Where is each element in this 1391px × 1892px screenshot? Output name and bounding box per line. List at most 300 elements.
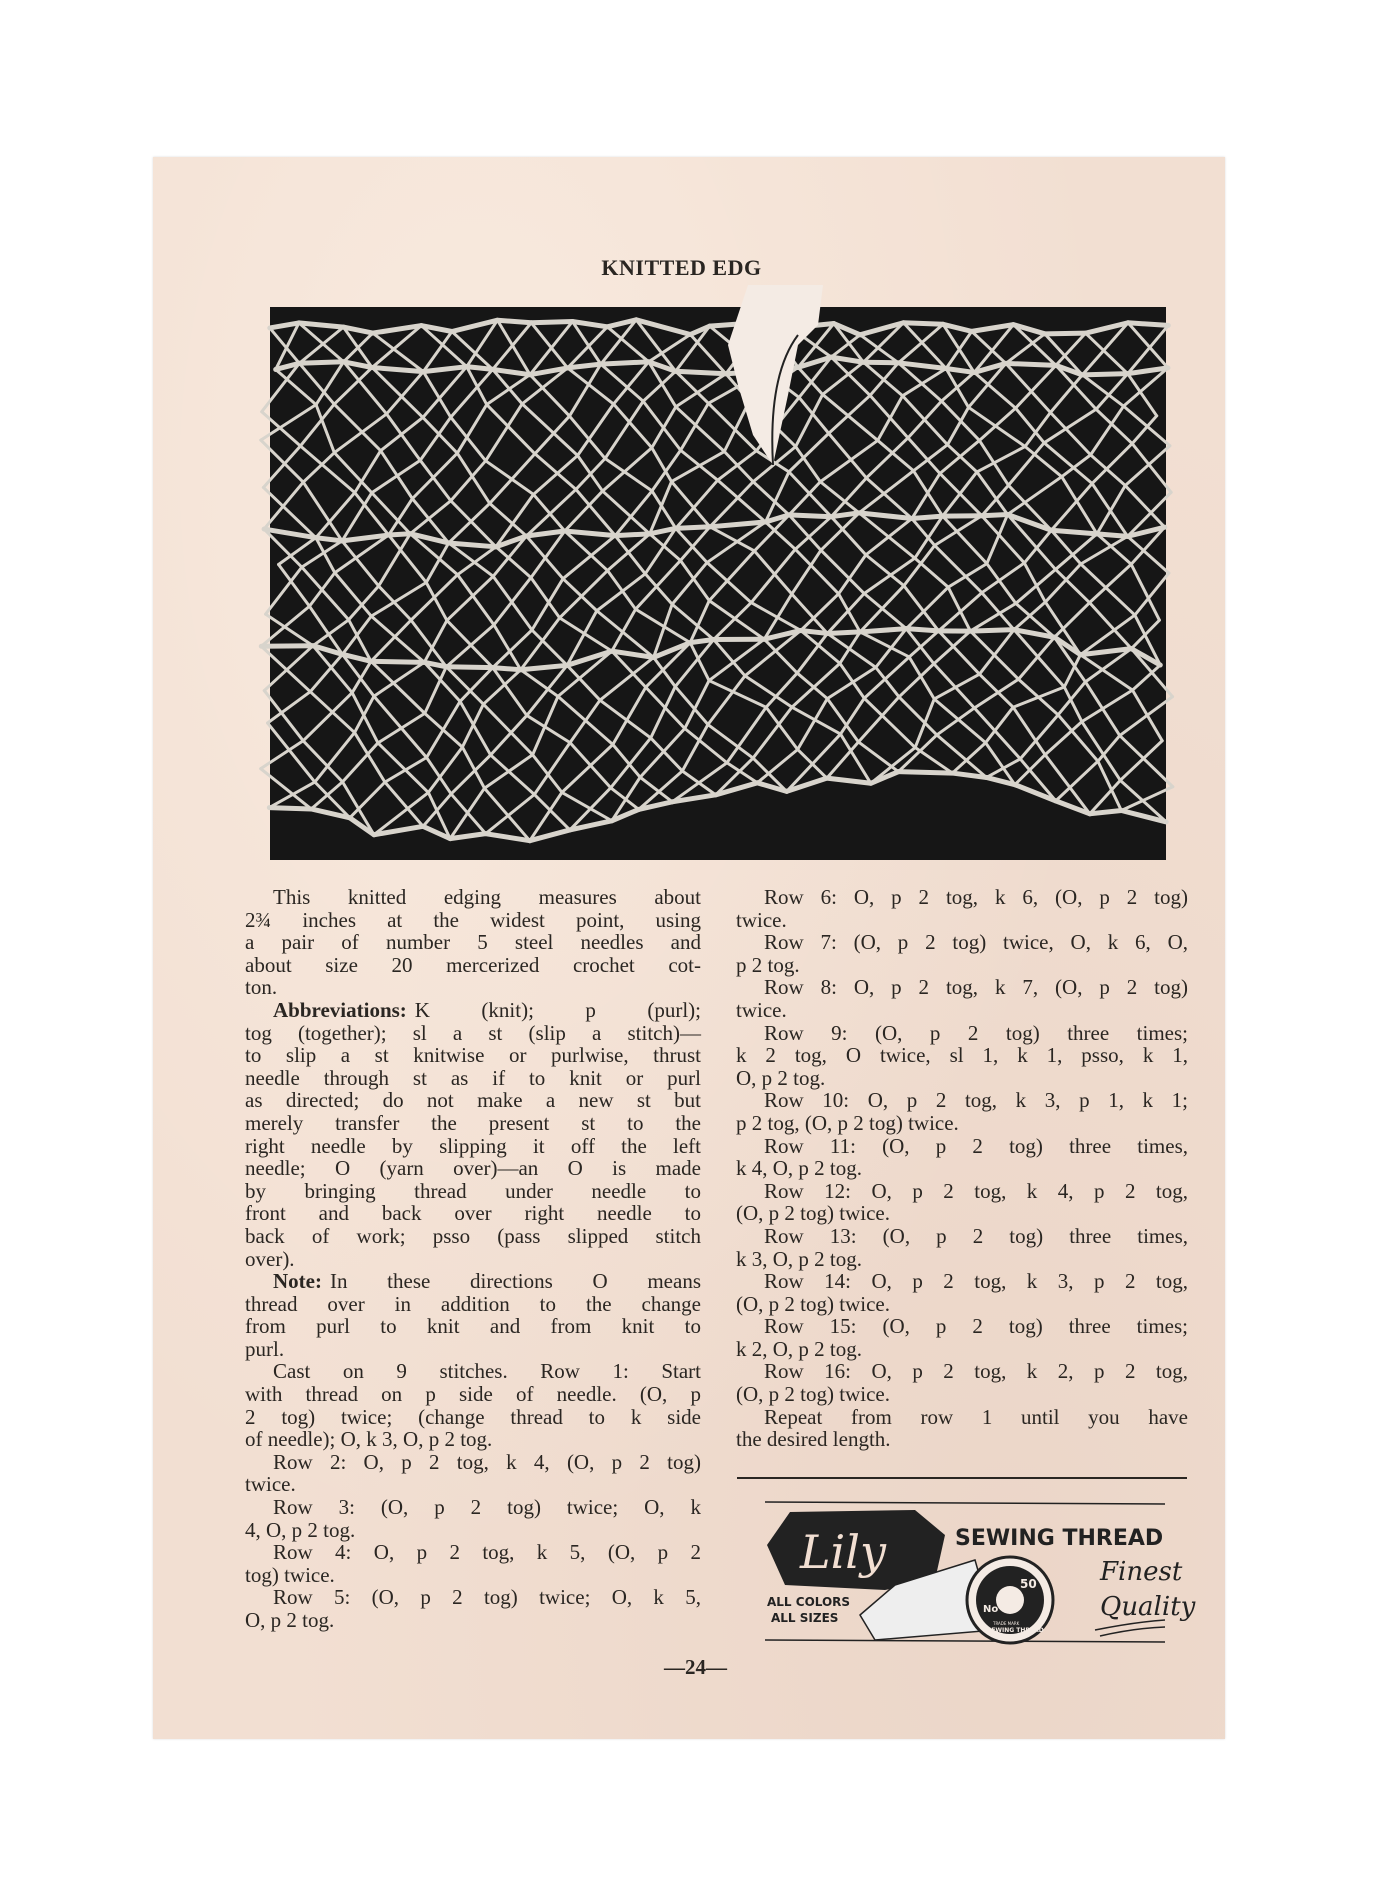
line-text: k 3, O, p 2 tog. — [736, 1246, 862, 1271]
text-line — [245, 1112, 701, 1135]
thread-strand — [876, 667, 899, 697]
text-line — [245, 1180, 701, 1203]
thread-strand — [970, 630, 1014, 631]
thread-strand — [858, 697, 899, 742]
thread-strand — [497, 320, 531, 323]
line-text: Row 10: O, p 2 tog, k 3, p 1, k 1; — [764, 1088, 1188, 1113]
thread-strand — [1120, 697, 1173, 736]
thread-strand — [1121, 787, 1172, 811]
line-text: back of work; psso (pass slipped stitch — [245, 1223, 701, 1248]
thread-strand — [1013, 687, 1064, 707]
thread-strand — [870, 395, 908, 437]
text-line — [245, 1067, 701, 1090]
thread-strand — [878, 396, 903, 441]
instructions-left-column — [245, 886, 701, 1632]
thread-strand — [841, 698, 865, 734]
thread-strand — [952, 743, 985, 773]
thread-strand — [987, 564, 1016, 604]
text-line — [245, 886, 701, 909]
thread-strand — [1097, 534, 1128, 537]
thread-strand — [1131, 620, 1159, 649]
text-line — [736, 886, 1188, 909]
thread-strand — [792, 707, 841, 734]
thread-strand — [601, 362, 649, 364]
text-line — [245, 1406, 701, 1429]
line-text: ton. — [245, 975, 278, 1000]
paragraph — [245, 1451, 701, 1496]
thread-strand — [903, 323, 946, 369]
thread-strand — [1128, 323, 1168, 326]
thread-strand — [1006, 363, 1056, 365]
thread-strand — [709, 551, 754, 601]
text-line — [245, 976, 701, 999]
thread-strand — [840, 632, 860, 663]
thread-strand — [563, 579, 597, 611]
thread-strand — [534, 743, 570, 795]
thread-strand — [982, 593, 1014, 630]
line-text: tog (together); sl a st (slip a stitch)— — [245, 1020, 701, 1045]
line-text: front and back over right needle to — [245, 1201, 701, 1226]
thread-strand — [672, 563, 707, 605]
thread-strand — [860, 629, 906, 632]
thread-strand — [943, 472, 977, 516]
text-line — [245, 1609, 701, 1632]
line-text: thread over in addition to the change — [245, 1291, 701, 1316]
thread-strand — [672, 452, 725, 482]
text-line — [245, 1383, 701, 1406]
line-text: O, p 2 tog. — [736, 1065, 826, 1090]
thread-strand — [534, 456, 578, 495]
thread-strand — [560, 571, 608, 618]
thread-strand — [676, 480, 718, 528]
thread-strand — [615, 534, 649, 536]
thread-strand — [316, 538, 342, 541]
line-text: with thread on p side of needle. (O, p — [245, 1382, 701, 1407]
thread-strand — [531, 322, 572, 323]
thread-strand — [1082, 374, 1127, 375]
thread-strand — [948, 445, 977, 472]
thread-strand — [827, 633, 875, 667]
thread-strand — [605, 459, 652, 491]
text-line — [736, 1089, 1188, 1112]
thread-strand — [613, 744, 640, 777]
text-line — [736, 931, 1188, 954]
thread-strand — [486, 404, 522, 461]
thread-strand — [987, 759, 1021, 778]
thread-strand — [789, 515, 831, 517]
line-text: to slip a st knitwise or purlwise, thrust — [245, 1043, 701, 1068]
thread-strand — [460, 701, 491, 755]
thread-strand — [313, 620, 349, 646]
thread-strand — [1090, 811, 1122, 814]
thread-strand — [863, 362, 898, 363]
thread-strand — [878, 440, 914, 470]
paragraph — [736, 1360, 1188, 1405]
thread-strand — [521, 618, 560, 670]
line-text: O, p 2 tog. — [245, 1608, 335, 1632]
thread-strand — [531, 531, 565, 578]
text-line — [245, 1496, 701, 1519]
thread-strand — [562, 744, 613, 792]
paragraph — [736, 1022, 1188, 1090]
thread-strand — [974, 708, 1020, 759]
paragraph — [736, 1180, 1188, 1225]
text-line — [736, 1383, 1188, 1406]
thread-strand — [449, 503, 490, 543]
line-text: needle; O (yarn over)—an O is made — [245, 1156, 701, 1181]
text-line — [245, 931, 701, 954]
line-text: 2 tog) twice; (change thread to k side — [245, 1404, 701, 1429]
thread-strand — [690, 640, 713, 643]
thread-strand — [839, 555, 866, 594]
line-text: Row 13: (O, p 2 tog) three times, — [764, 1223, 1188, 1248]
paragraph — [736, 1225, 1188, 1270]
paragraph — [736, 1270, 1188, 1315]
thread-strand — [1056, 534, 1097, 570]
text-line — [245, 1519, 701, 1542]
line-text: Row 16: O, p 2 tog, k 2, p 2 tog, — [764, 1359, 1188, 1384]
thread-strand — [1020, 715, 1058, 759]
text-line — [736, 909, 1188, 932]
thread-strand — [268, 692, 311, 723]
torn-corner — [728, 285, 838, 485]
text-line — [245, 1360, 701, 1383]
text-line — [736, 1044, 1188, 1067]
text-line — [736, 999, 1188, 1022]
thread-strand — [372, 460, 420, 492]
ad-slogan-finest: Finest — [1100, 1557, 1183, 1587]
thread-strand — [1090, 564, 1132, 602]
thread-strand — [797, 673, 827, 699]
text-line — [736, 1022, 1188, 1045]
thread-strand — [458, 547, 496, 575]
line-text: of needle); O, k 3, O, p 2 tog. — [245, 1427, 493, 1452]
thread-strand — [1054, 603, 1089, 638]
thread-strand — [840, 663, 864, 698]
thread-strand — [948, 564, 987, 588]
thread-strand — [423, 367, 466, 372]
text-line — [736, 1202, 1188, 1225]
thread-strand — [572, 322, 607, 327]
thread-strand — [565, 531, 608, 571]
text-line — [245, 1428, 701, 1451]
thread-strand — [909, 657, 934, 699]
text-line — [736, 1360, 1188, 1383]
line-text: Row 3: (O, p 2 tog) twice; O, k — [273, 1495, 701, 1520]
thread-strand — [899, 697, 937, 735]
thread-strand — [490, 454, 535, 504]
line-text: twice. — [736, 907, 787, 932]
thread-strand — [493, 323, 532, 370]
thread-strand — [420, 417, 451, 460]
text-line — [245, 1451, 701, 1474]
thread-strand — [531, 578, 560, 618]
thread-strand — [613, 687, 646, 744]
line-text: twice. — [736, 997, 787, 1022]
text-line — [245, 1541, 701, 1564]
thread-strand — [1120, 736, 1173, 787]
line-text: Row 2: O, p 2 tog, k 4, (O, p 2 tog) — [273, 1449, 701, 1474]
text-line — [245, 1564, 701, 1587]
paragraph-label: Note: — [273, 1269, 322, 1294]
thread-strand — [751, 603, 801, 631]
line-text: the desired length. — [736, 1427, 891, 1452]
thread-strand — [710, 527, 755, 551]
thread-strand — [299, 323, 344, 327]
thread-strand — [565, 531, 616, 536]
thread-strand — [912, 473, 940, 518]
thread-strand — [374, 662, 424, 696]
thread-strand — [681, 403, 709, 450]
thread-strand — [751, 549, 795, 602]
thread-strand — [264, 691, 303, 741]
thread-strand — [948, 587, 970, 631]
line-text: In these directions O means — [329, 1269, 701, 1294]
line-text: Row 9: (O, p 2 tog) three times; — [764, 1020, 1188, 1045]
thread-strand — [316, 405, 334, 453]
text-line — [245, 1473, 701, 1496]
thread-strand — [268, 723, 315, 782]
thread-strand — [299, 362, 343, 363]
line-text: Row 6: O, p 2 tog, k 6, (O, p 2 tog) — [764, 885, 1188, 909]
thread-strand — [303, 453, 334, 483]
thread-strand — [486, 794, 535, 833]
thread-strand — [1051, 530, 1097, 534]
thread-strand — [972, 331, 1006, 363]
line-text: k 2, O, p 2 tog. — [736, 1336, 862, 1361]
paragraph — [736, 931, 1188, 976]
thread-strand — [943, 516, 987, 564]
text-line — [736, 1067, 1188, 1090]
thread-strand — [1045, 333, 1086, 334]
line-text: Row 4: O, p 2 tog, k 5, (O, p 2 — [273, 1540, 701, 1565]
thread-strand — [467, 367, 493, 370]
line-text: a pair of number 5 steel needles and — [245, 930, 701, 955]
thread-strand — [982, 515, 1008, 516]
text-line — [736, 1112, 1188, 1135]
thread-strand — [600, 657, 654, 700]
thread-strand — [942, 372, 975, 401]
paragraph-label: Abbreviations: — [273, 997, 407, 1022]
text-line — [736, 1270, 1188, 1293]
text-line — [736, 1248, 1188, 1271]
thread-strand — [302, 567, 349, 620]
thread-strand — [898, 772, 952, 773]
thread-strand — [1018, 637, 1054, 679]
line-text: (O, p 2 tog) twice. — [736, 1201, 890, 1226]
thread-strand — [906, 629, 938, 631]
thread-strand — [600, 700, 651, 738]
thread-strand — [934, 664, 975, 708]
thread-strand — [491, 715, 527, 755]
thread-strand — [491, 755, 535, 794]
thread-strand — [450, 788, 484, 838]
text-line — [245, 1248, 701, 1271]
thread-strand — [939, 593, 982, 631]
text-line — [245, 1135, 701, 1158]
paragraph — [245, 1360, 701, 1450]
thread-strand — [1062, 455, 1091, 477]
ad-headline: SEWING THREAD — [955, 1526, 1164, 1551]
ad-tagline-sizes: ALL SIZES — [771, 1611, 839, 1625]
thread-strand — [378, 713, 425, 743]
thread-strand — [270, 323, 299, 328]
thread-strand — [676, 527, 710, 529]
text-line — [245, 1586, 701, 1609]
thread-strand — [827, 742, 859, 778]
paragraph — [245, 999, 701, 1270]
thread-strand — [334, 404, 380, 451]
line-text: Repeat from row 1 until you have — [764, 1404, 1188, 1429]
thread-strand — [486, 461, 534, 495]
paragraph — [736, 976, 1188, 1021]
thread-strand — [946, 369, 974, 373]
paragraph — [736, 1135, 1188, 1180]
thread-strand — [1054, 637, 1080, 654]
text-line — [736, 954, 1188, 977]
thread-strand — [450, 834, 485, 839]
lily-thread-advertisement — [765, 1490, 1196, 1645]
paragraph — [245, 1586, 701, 1631]
paragraph — [736, 1406, 1188, 1451]
line-text: p 2 tog. — [736, 952, 800, 977]
thread-strand — [827, 778, 871, 783]
thread-strand — [1045, 564, 1080, 602]
line-text: merely transfer the present st to the — [245, 1110, 701, 1135]
text-line — [736, 1225, 1188, 1248]
thread-strand — [387, 414, 421, 460]
spool-label: SEWING THREAD — [987, 1627, 1044, 1634]
thread-strand — [427, 701, 460, 757]
thread-strand — [381, 417, 423, 450]
thread-strand — [903, 323, 943, 325]
text-line — [736, 1428, 1188, 1451]
ad-slogan-quality: Quality — [1100, 1592, 1196, 1622]
thread-strand — [487, 375, 530, 405]
line-text: from purl to knit and from knit to — [245, 1314, 701, 1339]
text-line — [736, 1157, 1188, 1180]
line-text: Row 12: O, p 2 tog, k 4, p 2 tog, — [764, 1178, 1188, 1203]
paragraph — [245, 1541, 701, 1586]
thread-strand — [754, 551, 791, 594]
text-line — [736, 1180, 1188, 1203]
thread-strand — [531, 323, 567, 368]
thread-strand — [527, 665, 567, 715]
thread-strand — [261, 646, 313, 647]
thread-strand — [300, 446, 354, 493]
thread-strand — [535, 454, 576, 490]
thread-strand — [269, 808, 311, 809]
line-text: twice. — [245, 1472, 296, 1497]
thread-strand — [645, 574, 672, 604]
paragraph — [245, 886, 701, 999]
divider-rule — [737, 1477, 1187, 1479]
thread-strand — [1120, 741, 1162, 781]
line-text: (O, p 2 tog) twice. — [736, 1382, 890, 1407]
thread-strand — [937, 708, 975, 735]
thread-strand — [680, 527, 709, 561]
thread-strand — [411, 575, 458, 620]
thread-strand — [387, 372, 424, 414]
spool-trademark: TRADE MARK — [993, 1621, 1020, 1626]
thread-strand — [1008, 477, 1062, 515]
thread-strand — [266, 614, 313, 646]
thread-strand — [269, 782, 314, 808]
paragraph — [736, 886, 1188, 931]
spool-no: No — [983, 1604, 999, 1615]
paragraph — [736, 1315, 1188, 1360]
line-text: as directed; do not make a new st but — [245, 1088, 701, 1113]
text-line — [736, 976, 1188, 999]
instructions-right-column — [736, 886, 1188, 1451]
title-text: KNITTED EDG — [601, 255, 762, 280]
ad-tagline-colors: ALL COLORS — [767, 1595, 851, 1609]
thread-strand — [1081, 564, 1135, 615]
thread-strand — [1128, 323, 1168, 368]
thread-strand — [372, 367, 423, 371]
thread-strand — [614, 362, 649, 404]
brand-logo: Lily — [800, 1525, 886, 1579]
paragraph — [245, 1270, 701, 1360]
thread-strand — [449, 543, 496, 547]
thread-strand — [570, 700, 600, 742]
line-text: tog) twice. — [245, 1562, 335, 1587]
thread-strand — [1050, 375, 1082, 413]
knitted-edging-photo — [270, 307, 1166, 860]
thread-strand — [789, 515, 821, 550]
thread-strand — [597, 611, 654, 658]
line-text: Cast on 9 stitches. Row 1: Start — [273, 1359, 701, 1384]
thread-strand — [1025, 447, 1062, 477]
thread-strand — [912, 516, 943, 518]
line-text: k 2 tog, O twice, sl 1, k 1, psso, k 1, — [736, 1043, 1188, 1068]
text-line — [245, 1225, 701, 1248]
thread-strand — [484, 755, 532, 788]
text-line — [245, 954, 701, 977]
thread-strand — [371, 616, 424, 662]
thread-strand — [568, 368, 614, 404]
thread-strand — [493, 668, 521, 670]
text-line — [736, 1135, 1188, 1158]
text-line — [245, 1022, 701, 1045]
thread-strand — [672, 482, 710, 527]
thread-strand — [766, 707, 797, 749]
thread-strand — [766, 673, 797, 707]
thread-strand — [344, 333, 373, 362]
line-text: Row 8: O, p 2 tog, k 7, (O, p 2 tog) — [764, 975, 1188, 1000]
thread-strand — [451, 461, 486, 501]
thread-strand — [389, 534, 411, 535]
thread-strand — [303, 693, 352, 741]
thread-strand — [1016, 365, 1056, 408]
thread-strand — [372, 367, 423, 417]
text-line — [245, 1293, 701, 1316]
line-text: K (knit); p (purl); — [414, 997, 701, 1022]
thread-strand — [801, 630, 828, 633]
thread-strand — [614, 404, 652, 448]
text-line — [245, 1157, 701, 1180]
line-text: 4, O, p 2 tog. — [245, 1517, 356, 1542]
text-line — [245, 1315, 701, 1338]
text-line — [736, 1293, 1188, 1316]
line-text: over). — [245, 1246, 295, 1271]
line-text: needle through st as if to knit or purl — [245, 1065, 701, 1090]
thread-strand — [576, 459, 605, 490]
thread-strand — [745, 676, 792, 707]
page-number: —24— — [664, 1655, 727, 1679]
text-line — [245, 1044, 701, 1067]
thread-strand — [1098, 736, 1120, 762]
